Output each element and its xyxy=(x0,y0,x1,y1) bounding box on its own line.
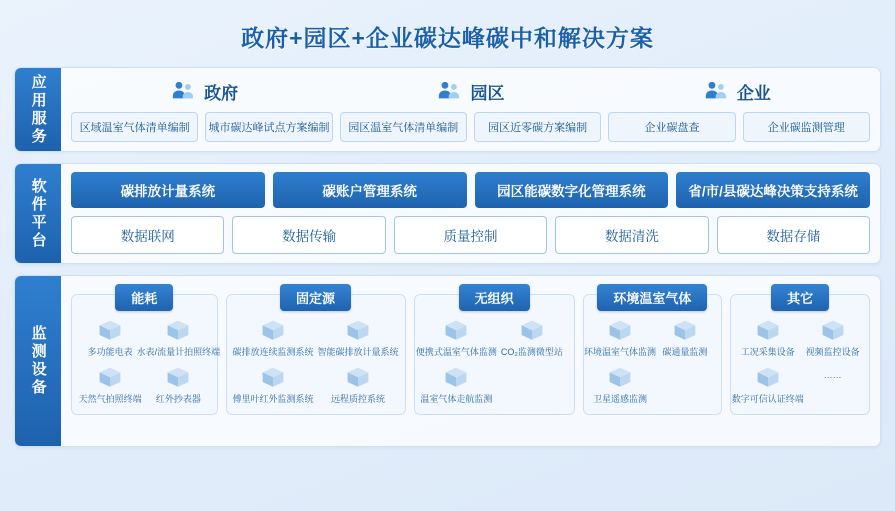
device-item[interactable] xyxy=(584,319,657,358)
device-item[interactable] xyxy=(654,319,715,358)
device-item[interactable] xyxy=(590,366,651,405)
cube-icon xyxy=(165,319,191,343)
application-services-band xyxy=(14,67,881,152)
monitoring-column-ambient-ghg xyxy=(583,291,723,415)
application-head-park xyxy=(339,78,603,104)
device-caption: 傅里叶红外监测系统 xyxy=(232,394,314,405)
monitoring-devices-label-text: 监测设备 xyxy=(29,325,47,397)
government-user-icon xyxy=(170,78,196,104)
monitoring-column-fixed-source xyxy=(226,291,406,415)
cube-icon xyxy=(443,319,469,343)
monitoring-column-fugitive xyxy=(414,291,575,415)
software-platform-band xyxy=(14,163,881,264)
device-caption: 数字可信认证终端 xyxy=(731,394,804,405)
device-caption: 远程质控系统 xyxy=(331,394,386,405)
application-head-label-park: 园区 xyxy=(470,83,505,103)
monitoring-column-title-energy: 能耗 xyxy=(115,284,173,311)
cube-icon xyxy=(820,319,846,343)
cube-icon xyxy=(607,366,633,390)
software-platform-label-text: 软件平台 xyxy=(29,177,47,250)
software-pipeline-1[interactable]: 数据传输 xyxy=(232,216,385,254)
device-item[interactable] xyxy=(496,319,568,358)
monitoring-column-energy xyxy=(71,291,221,415)
software-system-2[interactable]: 园区能碳数字化管理系统 xyxy=(475,172,669,208)
monitoring-devices-label xyxy=(15,276,61,446)
cube-icon xyxy=(755,319,781,343)
software-system-1[interactable]: 碳账户管理系统 xyxy=(273,172,467,208)
device-row xyxy=(584,319,716,358)
device-item[interactable] xyxy=(136,319,221,358)
application-heads xyxy=(71,78,870,104)
app-chip-3[interactable]: 园区近零碳方案编制 xyxy=(474,112,601,142)
software-pipeline-row xyxy=(71,216,870,254)
application-head-enterprise xyxy=(605,78,869,104)
cube-icon xyxy=(165,366,191,390)
device-item[interactable] xyxy=(233,319,314,358)
park-user-icon xyxy=(436,78,462,104)
device-item-ellipsis xyxy=(802,366,863,405)
device-row xyxy=(590,366,716,405)
monitoring-devices-body xyxy=(61,276,880,446)
software-system-3[interactable]: 省/市/县碳达峰决策支持系统 xyxy=(676,172,870,208)
cube-icon xyxy=(755,366,781,390)
device-caption: 智能碳排放计量系统 xyxy=(317,347,399,357)
application-services-body xyxy=(61,68,880,151)
device-caption: 卫星遥感监测 xyxy=(593,394,648,405)
software-pipeline-0[interactable]: 数据联网 xyxy=(71,216,224,254)
software-pipeline-4[interactable]: 数据存储 xyxy=(717,216,870,254)
software-pipeline-3[interactable]: 数据清洗 xyxy=(555,216,708,254)
device-item[interactable] xyxy=(737,319,798,358)
device-caption: 温室气体走航监测 xyxy=(420,394,493,405)
device-caption: 碳排放连续监测系统 xyxy=(232,347,314,357)
device-item[interactable] xyxy=(78,319,142,358)
device-caption: 视频监控设备 xyxy=(805,347,860,357)
cube-icon xyxy=(519,319,545,343)
monitoring-column-title-fixed-source: 固定源 xyxy=(280,284,351,311)
device-caption: 工况采集设备 xyxy=(740,347,795,357)
enterprise-user-icon xyxy=(703,78,729,104)
device-caption: 多功能电表 xyxy=(87,347,133,357)
monitoring-column-title-fugitive: 无组织 xyxy=(459,284,530,311)
cube-icon xyxy=(97,366,123,390)
device-item[interactable] xyxy=(318,366,399,405)
monitoring-columns xyxy=(71,291,870,415)
device-row xyxy=(415,319,568,358)
application-head-label-enterprise: 企业 xyxy=(736,83,771,103)
application-chip-row xyxy=(71,112,870,142)
device-row xyxy=(737,319,863,358)
device-row xyxy=(233,319,399,358)
cube-icon xyxy=(607,319,633,343)
device-row xyxy=(421,366,568,405)
device-caption: 红外抄表器 xyxy=(155,394,201,405)
device-caption: 水表/流量计拍照终端 xyxy=(136,347,221,357)
page-title: 政府+园区+企业碳达峰碳中和解决方案 xyxy=(241,25,654,51)
app-chip-1[interactable]: 城市碳达峰试点方案编制 xyxy=(205,112,332,142)
app-chip-0[interactable]: 区域温室气体清单编制 xyxy=(71,112,198,142)
cube-icon xyxy=(97,319,123,343)
application-head-government xyxy=(72,78,336,104)
cube-icon xyxy=(672,319,698,343)
app-chip-2[interactable]: 园区温室气体清单编制 xyxy=(340,112,467,142)
device-item[interactable] xyxy=(146,366,210,405)
cube-icon xyxy=(345,366,371,390)
application-services-label-text: 应用服务 xyxy=(29,73,47,146)
application-head-label-government: 政府 xyxy=(204,83,239,103)
device-caption: …… xyxy=(823,370,842,381)
device-item[interactable] xyxy=(802,319,863,358)
software-pipeline-2[interactable]: 质量控制 xyxy=(394,216,547,254)
device-item[interactable] xyxy=(78,366,142,405)
device-caption: 便携式温室气体监测 xyxy=(415,347,497,357)
device-item[interactable] xyxy=(415,319,497,358)
device-caption: 碳通量监测 xyxy=(662,347,708,357)
device-caption: 环境温室气体监测 xyxy=(584,347,657,357)
device-item[interactable] xyxy=(233,366,314,405)
software-platform-body xyxy=(61,164,880,263)
device-item[interactable] xyxy=(421,366,493,405)
app-chip-4[interactable]: 企业碳盘查 xyxy=(608,112,735,142)
software-systems-row xyxy=(71,172,870,208)
monitoring-column-title-ambient-ghg: 环境温室气体 xyxy=(597,284,707,311)
device-caption: CO₂监测微型站 xyxy=(500,347,563,357)
device-item[interactable] xyxy=(731,366,804,405)
software-system-0[interactable]: 碳排放计量系统 xyxy=(71,172,265,208)
cube-icon xyxy=(443,366,469,390)
device-row xyxy=(731,366,863,405)
monitoring-column-other xyxy=(730,291,870,415)
device-row xyxy=(78,319,221,358)
device-row xyxy=(78,366,211,405)
monitoring-devices-band xyxy=(14,275,881,447)
software-platform-label xyxy=(15,164,61,263)
device-caption: 天然气拍照终端 xyxy=(78,394,142,405)
device-item-placeholder xyxy=(654,366,715,405)
cube-icon xyxy=(260,319,286,343)
application-services-label xyxy=(15,68,61,151)
app-chip-5[interactable]: 企业碳监测管理 xyxy=(743,112,870,142)
device-item[interactable] xyxy=(318,319,399,358)
device-row xyxy=(233,366,399,405)
cube-icon xyxy=(260,366,286,390)
device-item-placeholder xyxy=(496,366,568,405)
monitoring-column-title-other: 其它 xyxy=(771,284,829,311)
cube-icon xyxy=(345,319,371,343)
